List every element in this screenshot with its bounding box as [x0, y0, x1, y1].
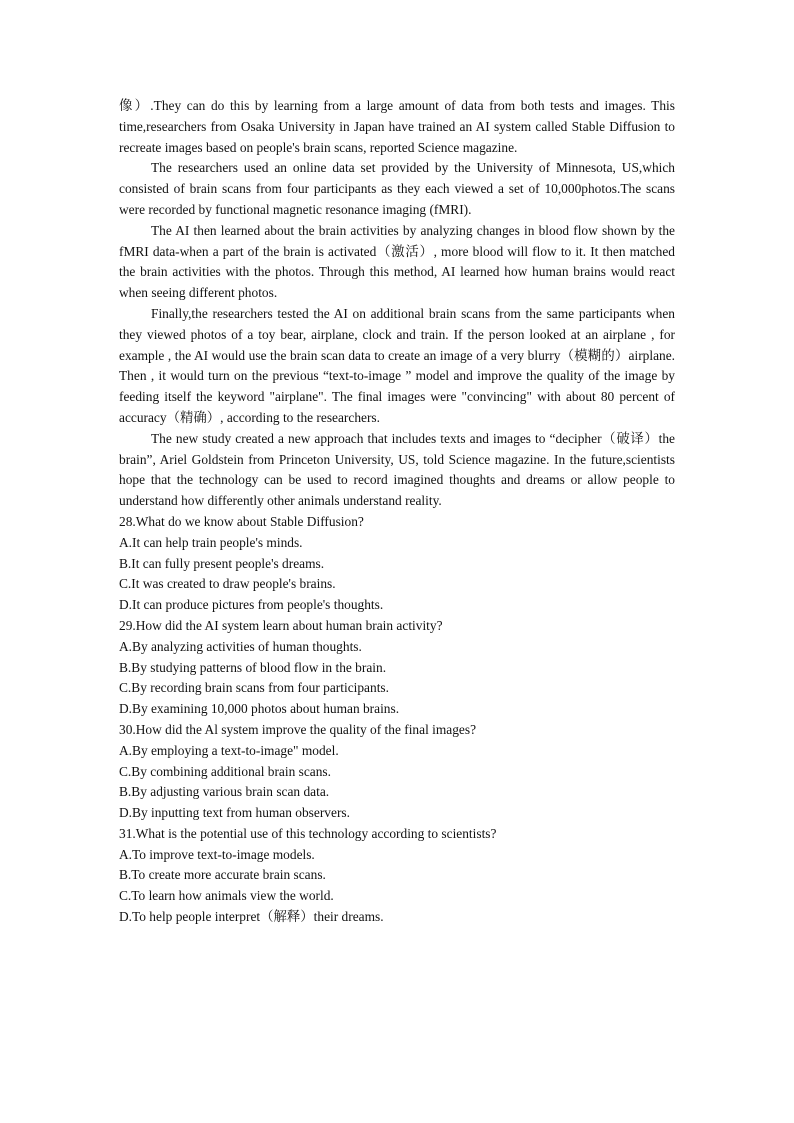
question-29: [119, 616, 675, 720]
answer-option: C.It was created to draw people's brains.: [119, 576, 336, 592]
document-page: [119, 96, 675, 928]
answer-option: D.It can produce pictures from people's thoughts.: [119, 597, 384, 613]
answer-option: B.To create more accurate brain scans.: [119, 867, 326, 883]
question-stem: 31.What is the potential use of this technology according to scientists?: [119, 825, 497, 841]
answer-option: B.It can fully present people's dreams.: [119, 555, 325, 571]
answer-option: B.By adjusting various brain scan data.: [119, 784, 330, 800]
answer-option: C.By recording brain scans from four participants.: [119, 680, 389, 696]
answer-option: C.To learn how animals view the world.: [119, 888, 334, 904]
answer-option: A.By employing a text-to-image" model.: [119, 742, 339, 758]
answer-option: D.By examining 10,000 photos about human brains.: [119, 701, 400, 717]
passage-paragraph-1: 像）.They can do this by learning from a large amount of data from both tests and images. This time,researchers from Osaka University in Japan have trained an AI system called Stable Diffusion to recreate images based on people's brain scans, reported Science magazine.: [119, 98, 675, 155]
answer-option: D.To help people interpret（解释）their dreams.: [119, 909, 384, 925]
question-stem: 30.How did the Al system improve the quality of the final images?: [119, 721, 477, 737]
passage-paragraph-4: Finally,the researchers tested the AI on additional brain scans from the same participants when they viewed photos of a toy bear, airplane, clock and train. If the person looked at an airplane , for example , the AI would use the brain scan data to create an image of a very blurry（模糊的）airplane. Then , it would turn on the previous “text-to-image ” model and improve the quality of the image by feeding itself the keyword "airplane". The final images were "convincing" with about 80 percent of accuracy（精确）, according to the researchers.: [119, 305, 675, 425]
passage-paragraph-2: The researchers used an online data set provided by the University of Minnesota, US,which consisted of brain scans from four participants as they each viewed a set of 10,000photos.The scans were recorded by functional magnetic resonance imaging (fMRI).: [119, 160, 675, 217]
answer-option: D.By inputting text from human observers.: [119, 805, 350, 821]
answer-option: A.To improve text-to-image models.: [119, 846, 315, 862]
answer-option: A.By analyzing activities of human thoughts.: [119, 638, 362, 654]
question-stem: 28.What do we know about Stable Diffusion?: [119, 513, 364, 529]
question-stem: 29.How did the AI system learn about human brain activity?: [119, 617, 443, 633]
answer-option: B.By studying patterns of blood flow in the brain.: [119, 659, 387, 675]
passage-paragraph-5: The new study created a new approach that includes texts and images to “decipher（破译）the brain”, Ariel Goldstein from Princeton University, US, told Science magazine. In the future,scientists hope that the technology can be used to record imagined thoughts and dreams or allow people to understand how differently other animals understand reality.: [119, 430, 675, 509]
answer-option: C.By combining additional brain scans.: [119, 763, 331, 779]
question-30: [119, 720, 675, 824]
question-28: [119, 512, 675, 616]
question-31: [119, 824, 675, 928]
answer-option: A.It can help train people's minds.: [119, 534, 303, 550]
passage-paragraph-3: The AI then learned about the brain activities by analyzing changes in blood flow shown by the fMRI data-when a part of the brain is activated（激活）, more blood will flow to it. It then matched the brain activities with the photos. Through this method, AI learned how human brains would react when seeing different photos.: [119, 222, 675, 301]
